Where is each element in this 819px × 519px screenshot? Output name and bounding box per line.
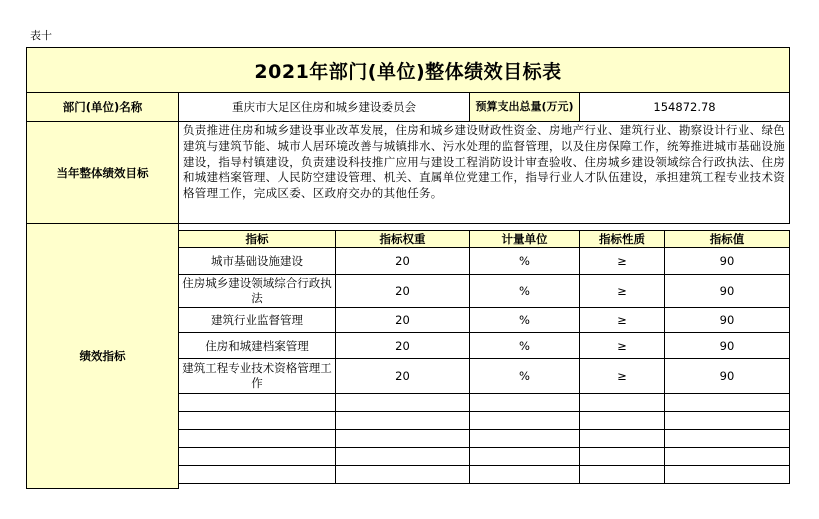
- annual-target-text: 负责推进住房和城乡建设事业改革发展，住房和城乡建设财政性资金、房地产行业、建筑行业、勘察设计行业、绿色建筑与建筑节能、城市人居环境改善与城镇排水、污水处理的监督管理，以及住房保障工作，统筹推进城市基础设施建设，指导村镇建设，负责建设科技推广应用与建设工程消防设计审查验收、住房城乡建设领域综合行政执法、住房和城建档案管理、人民防空建设管理、机关、直属单位党建工作，指导行业人才队伍建设，承担建筑工程专业技术资格管理工作，完成区委、区政府交办的其他任务。: [179, 122, 790, 224]
- indicator-nature: ≥: [580, 333, 665, 359]
- column-header-weight: 指标权重: [336, 231, 470, 248]
- table-row: [179, 308, 790, 333]
- indicator-value: 90: [665, 275, 790, 308]
- indicator-nature: ≥: [580, 308, 665, 333]
- empty-row: [179, 412, 790, 430]
- indicator-rows: [178, 230, 790, 484]
- dept-name: 重庆市大足区住房和城乡建设委员会: [179, 93, 470, 122]
- indicator-name: 建筑工程专业技术资格管理工作: [179, 359, 336, 394]
- table-row: [179, 248, 790, 275]
- annual-target-label: 当年整体绩效目标: [27, 122, 179, 224]
- indicator-value: 90: [665, 333, 790, 359]
- column-header-nature: 指标性质: [580, 231, 665, 248]
- indicator-nature: ≥: [580, 248, 665, 275]
- column-header-unit: 计量单位: [470, 231, 580, 248]
- indicator-nature: ≥: [580, 275, 665, 308]
- indicator-value: 90: [665, 308, 790, 333]
- empty-row: [179, 466, 790, 484]
- table-label: 表十: [30, 29, 52, 42]
- dept-label: 部门(单位)名称: [27, 93, 179, 122]
- indicator-unit: %: [470, 275, 580, 308]
- empty-row: [179, 394, 790, 412]
- empty-row: [179, 448, 790, 466]
- indicator-unit: %: [470, 248, 580, 275]
- indicator-name: 住房和城建档案管理: [179, 333, 336, 359]
- indicator-weight: 20: [336, 333, 470, 359]
- budget-label: 预算支出总量(万元): [470, 93, 580, 122]
- indicator-name: 城市基础设施建设: [179, 248, 336, 275]
- indicators-label: 绩效指标: [27, 224, 179, 489]
- indicator-name: 建筑行业监督管理: [179, 308, 336, 333]
- indicator-name: 住房城乡建设领域综合行政执法: [179, 275, 336, 308]
- indicator-value: 90: [665, 248, 790, 275]
- indicator-nature: ≥: [580, 359, 665, 394]
- indicator-weight: 20: [336, 308, 470, 333]
- indicator-weight: 20: [336, 275, 470, 308]
- table-row: [179, 333, 790, 359]
- page-title: 2021年部门(单位)整体绩效目标表: [27, 48, 790, 93]
- empty-row: [179, 430, 790, 448]
- table-row: [179, 359, 790, 394]
- indicator-value: 90: [665, 359, 790, 394]
- budget-value: 154872.78: [580, 93, 790, 122]
- indicator-unit: %: [470, 333, 580, 359]
- column-header-value: 指标值: [665, 231, 790, 248]
- indicator-unit: %: [470, 359, 580, 394]
- indicator-weight: 20: [336, 248, 470, 275]
- indicator-weight: 20: [336, 359, 470, 394]
- column-header-indicator: 指标: [179, 231, 336, 248]
- indicator-unit: %: [470, 308, 580, 333]
- table-row: [179, 275, 790, 308]
